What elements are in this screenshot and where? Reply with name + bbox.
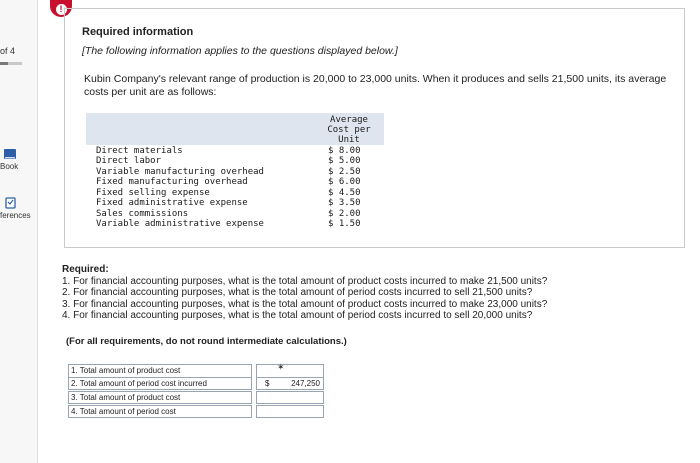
cost-row [96, 167, 386, 177]
references-label: ferences [0, 211, 31, 220]
header-line: Average [330, 115, 368, 125]
answer-label: 1. Total amount of product cost [68, 364, 252, 377]
cost-label: Sales commissions [96, 208, 189, 219]
cost-row [96, 198, 386, 208]
answer-row [68, 391, 324, 404]
answer-input[interactable] [256, 405, 324, 418]
answer-row [68, 377, 324, 390]
references-link[interactable] [0, 197, 38, 220]
header-line: Cost per [327, 125, 371, 135]
progress-bar [0, 62, 22, 65]
cost-value: $ 2.50 [328, 166, 361, 177]
answer-row [68, 405, 324, 418]
header-line: Unit [338, 135, 360, 145]
alert-icon: ! [56, 4, 67, 15]
required-section [62, 264, 682, 322]
required-item: 3. For financial accounting purposes, what is the total amount of product costs incurred to make 23,000 units? [62, 298, 548, 310]
cost-row [96, 146, 386, 156]
cost-value: $ 5.00 [328, 156, 361, 166]
cost-row [96, 209, 386, 219]
cost-table-header-text [316, 115, 382, 145]
cost-value: $ 8.00 [328, 146, 361, 156]
required-item: 2. For financial accounting purposes, what is the total amount of period costs incurred to sell 21,500 units? [62, 287, 533, 298]
cost-label: Fixed manufacturing overhead [96, 177, 248, 187]
cost-value: $ 4.50 [328, 187, 361, 198]
rounding-note: (For all requirements, do not round intermediate calculations.) [66, 336, 347, 347]
required-heading: Required: [62, 264, 109, 275]
currency-sign: $ [265, 379, 270, 388]
cost-row [96, 177, 386, 187]
left-rail [0, 0, 38, 463]
answer-value: 247,250 [291, 379, 320, 388]
required-item: 4. For financial accounting purposes, what is the total amount of period costs incurred to sell 20,000 units? [62, 310, 533, 321]
references-icon [3, 197, 17, 209]
page-indicator: of 4 [0, 46, 16, 56]
mouse-cursor-icon: ✶ [277, 362, 285, 372]
answer-label: 3. Total amount of product cost [68, 391, 252, 404]
ebook-label: Book [0, 162, 19, 171]
cost-row [96, 156, 386, 166]
cost-label: Fixed selling expense [96, 187, 210, 198]
cost-value: $ 3.50 [328, 198, 361, 208]
cost-label: Variable manufacturing overhead [96, 166, 264, 177]
answer-input[interactable] [256, 377, 324, 390]
cost-value: $ 1.50 [328, 219, 361, 229]
required-item: 1. For financial accounting purposes, what is the total amount of product costs incurred to make 21,500 units? [62, 275, 548, 287]
panel-title: Required information [82, 26, 194, 38]
intro-text: Kubin Company's relevant range of production is 20,000 to 23,000 units. When it produces and sells 21,500 units, its average costs per unit are as follows: [84, 73, 667, 98]
answer-row [68, 364, 324, 377]
cost-label: Fixed administrative expense [96, 198, 248, 208]
book-icon [3, 148, 17, 160]
answer-label: 2. Total amount of period cost incurred [68, 377, 252, 390]
cost-label: Variable administrative expense [96, 219, 264, 229]
panel-note: [The following information applies to the questions displayed below.] [82, 45, 398, 57]
cost-value: $ 2.00 [328, 208, 361, 219]
ebook-link[interactable] [0, 148, 38, 171]
cost-row [96, 219, 386, 229]
cost-label: Direct labor [96, 156, 162, 166]
cost-value: $ 6.00 [328, 177, 361, 187]
answer-input[interactable] [256, 391, 324, 404]
answer-input[interactable] [256, 364, 324, 377]
cost-row [96, 188, 386, 198]
answer-label: 4. Total amount of period cost [68, 405, 252, 418]
cost-label: Direct materials [96, 146, 183, 156]
